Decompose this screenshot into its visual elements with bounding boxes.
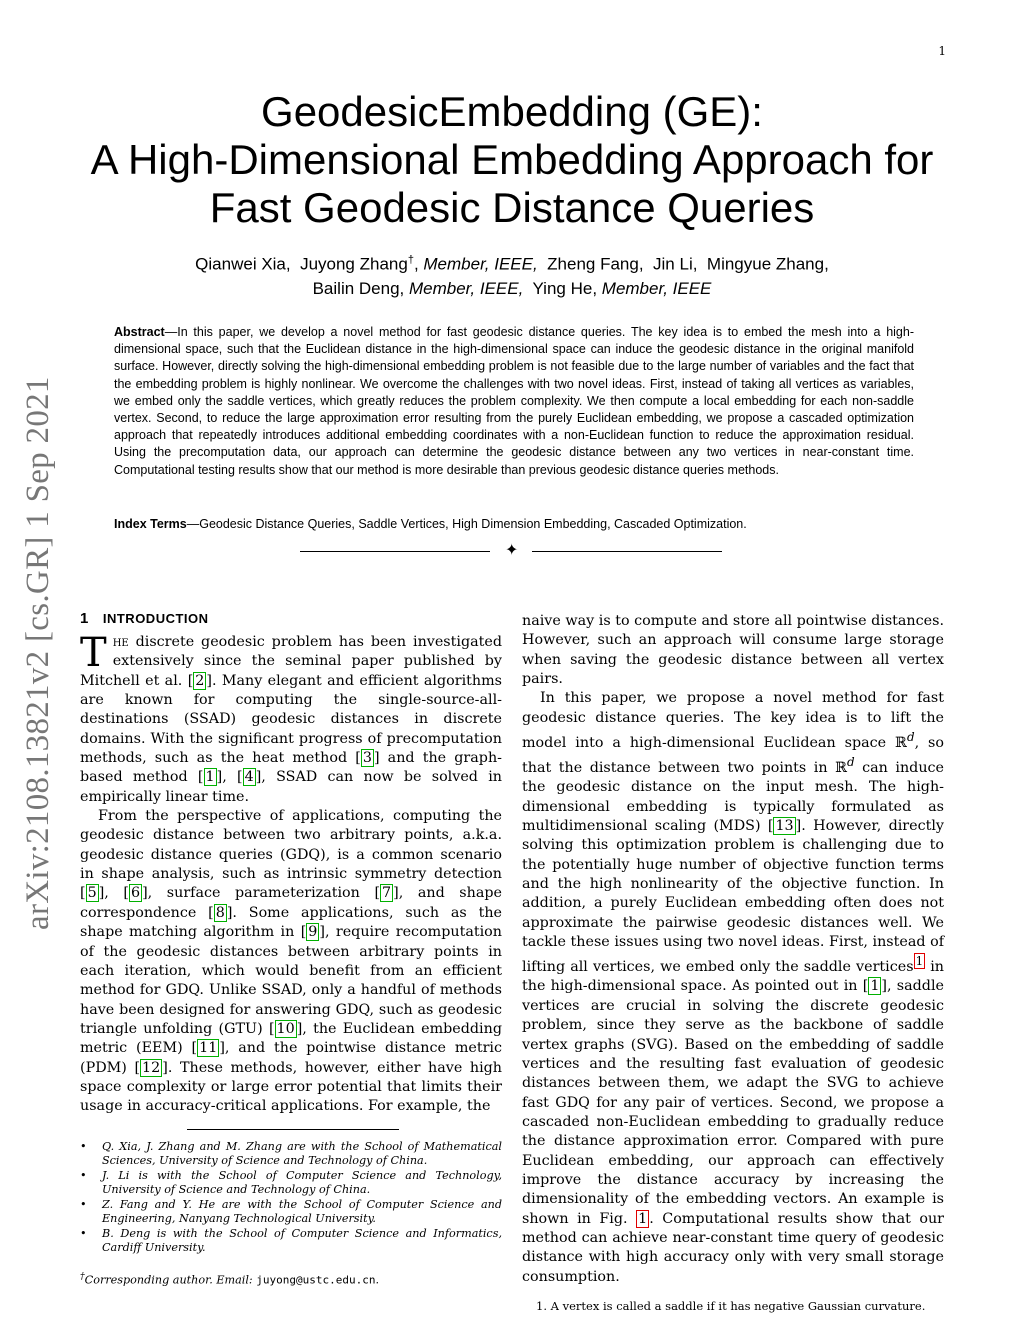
author-name: Jin Li, bbox=[653, 254, 698, 274]
section-separator bbox=[300, 541, 724, 561]
math-exponent: d bbox=[846, 755, 855, 770]
math-symbol: ℝ bbox=[835, 759, 847, 776]
intro-paragraph-1: The discrete geodesic problem has been investigated extensively since the seminal paper published by Mitchell et al. [ 2 ]. Many elegant and efficient algorithms are known for computing the single-source-all-destinations (SSAD) geodesic distances in discrete domains. With the significant progress of precomputation methods, such as the heat method [ 3 ] and the graph-based method [ 1 ], [ 4 ], SSAD can now be solved in empirically linear time. bbox=[80, 630, 503, 805]
author-name: Zheng Fang, bbox=[547, 254, 644, 274]
text-run: . However, directly solving this optimization problem is challenging due to the potentially huge number of objective function terms and the high nonlinearity of the objective function. In addition, a purely Euclidean embedding often does not approximate the pairwise geodesic distances well. We tackle these issues using two novel ideas. First, instead of lifting all vertices, we embed only the saddle vertices bbox=[522, 817, 944, 976]
author-role: Member, IEEE, bbox=[423, 254, 538, 274]
figure-link[interactable]: 1 bbox=[638, 1210, 648, 1227]
corresponding-mark: † bbox=[407, 254, 414, 266]
affiliation-text: J. Li is with the School of Computer Science and Technology, University of Science and Technology of China. bbox=[102, 1168, 502, 1196]
title-line-2: A High-Dimensional Embedding Approach for bbox=[90, 136, 934, 183]
text-run: , saddle vertices are crucial in solving the discrete geodesic problem, since they serve as the backbone of saddle vertex graphs (SVG). Based on the embedding of saddle vertices and the resulting fast evaluation of geodesic distances between them, we adapt the SVG to achieve fast GDQ for any pair of vertices. Second, we propose a cascaded non-Euclidean embedding to gradually reduce the distance approximation error. Compared with pure Euclidean embedding, our approach can effectively improve the distance accuracy by increasing the dimensionality of the embedding vectors. An example is shown in Fig. bbox=[522, 978, 944, 1227]
title-line-3: Fast Geodesic Distance Queries bbox=[209, 184, 815, 231]
abstract bbox=[114, 324, 914, 479]
left-column bbox=[80, 610, 502, 1286]
author-name: Qianwei Xia, bbox=[195, 254, 291, 274]
intro-paragraph-3 bbox=[522, 612, 944, 689]
page-number: 1 bbox=[938, 44, 946, 58]
author-name: Bailin Deng, bbox=[312, 278, 405, 298]
corresponding-label: Corresponding author. Email: bbox=[84, 1273, 257, 1287]
author-name: Ying He, bbox=[532, 278, 598, 298]
citation-link[interactable]: 10 bbox=[276, 1020, 295, 1037]
math-exponent: d bbox=[906, 730, 915, 745]
affiliation-item: • Z. Fang and Y. He are with the School of Computer Science and Engineering, Nanyang Technological University. bbox=[80, 1197, 502, 1225]
author-name: Mingyue Zhang, bbox=[706, 254, 829, 274]
paper-title bbox=[80, 88, 944, 232]
footnote: 1. A vertex is called a saddle if it has negative Gaussian curvature. bbox=[536, 1298, 926, 1313]
affiliation-text: Q. Xia, J. Zhang and M. Zhang are with the School of Mathematical Sciences, University of Science and Technology of China. bbox=[102, 1139, 502, 1167]
right-column bbox=[522, 612, 944, 1313]
text-run: naive way is to compute and store all pointwise distances. However, such an approach will consume large storage when saving the geodesic distance between all vertex pairs. bbox=[522, 613, 944, 688]
punctuation: . bbox=[375, 1273, 380, 1287]
citation-link[interactable]: 2 bbox=[195, 672, 205, 689]
separator-line-left bbox=[300, 551, 490, 552]
text-run: and the graph-based method bbox=[80, 750, 502, 786]
citation-link[interactable]: 8 bbox=[215, 904, 225, 921]
intro-paragraph-2: From the perspective of applications, computing the geodesic distance between two arbitrary points, a.k.a. geodesic distance queries (GDQ), is a common scenario in shape analysis, such as intrinsic symmetry detection [ 5 ], [ 6 ], surface parameterization [ 7 ], and shape correspondence [ 8 ]. Some applications, such as the shape matching algorithm in [ 9 ], require recomputation of the geodesic distances between arbitrary points in each iteration, which would benefit from an efficient method for GDQ. Unlike SSAD, only a handful of methods have been designed for answering GDQ, such as geodesic triangle unfolding (GTU) [ 10 ], the Euclidean embedding metric (EEM) [ 11 ], and the pointwise distance metric (PDM) [ 12 ]. These methods, however, either have high space complexity or large error potential that limits their usage in accuracy-critical applications. For example, the bbox=[80, 808, 503, 1115]
citation-link[interactable]: 3 bbox=[362, 750, 372, 767]
text-run: can induce the geodesic distance on the input mesh. The high-dimensional embedding is typically formulated as multidimensional scaling (MDS) bbox=[522, 759, 945, 834]
intro-paragraph-4: In this paper, we propose a novel method for fast geodesic distance queries. The key idea is to lift the model into a high-dimensional Euclidean space ℝ$^d$, so that the distance between two points in ℝ$^d$ can induce the geodesic distance on the input mesh. The high-dimensional embedding is typically formulated as multidimensional scaling (MDS) [ 13 ]. However, directly solving this optimization problem is challenging due to the potentially huge number of objective function terms and the high nonlinearity of the objective function. In addition, a purely Euclidean embedding often does not approximate the pairwise geodesic distances well. We tackle these issues using two novel ideas. First, instead of lifting all vertices, we embed only the saddle vertices $^1$ in the high-dimensional space. As pointed out in [ 1 ], saddle vertices are crucial in solving the discrete geodesic problem, since they serve as the backbone of saddle vertex graphs (SVG). Based on the embedding of saddle vertices and the resulting fast evaluation of geodesic distances between them, we adapt the SVG to achieve fast GDQ for any pair of vertices. Second, we propose a cascaded non-Euclidean embedding to gradually reduce the distance approximation error. Compared with pure Euclidean embedding, our approach can effectively improve the distance accuracy by increasing the dimensionality of the embedding vectors. An example is shown in Fig. 1 . Computational results show that our method can achieve near-constant time query of geodesic distance with high accuracy only with very small storage consumption. bbox=[522, 690, 945, 1285]
affiliation-text: Z. Fang and Y. He are with the School of Computer Science and Engineering, Nanyang Technological University. bbox=[102, 1197, 502, 1225]
text-run: . Many elegant and efficient algorithms are known for computing the single-source-all-destinations (SSAD) geodesic distances in discrete domains. With the significant progress of precomputation methods, such as the heat method bbox=[80, 672, 503, 767]
affiliation-list bbox=[80, 1140, 502, 1255]
text-run: . These methods, however, either have high space complexity or large error potential that limits their usage in accuracy-critical applications. For example, the bbox=[80, 1059, 503, 1115]
author-role: Member, IEEE bbox=[601, 278, 712, 298]
index-terms bbox=[114, 516, 914, 533]
footnote-rule bbox=[187, 1129, 399, 1130]
index-terms-label: Index Terms bbox=[114, 517, 187, 531]
section-number: 1 bbox=[80, 610, 89, 627]
math-symbol: ℝ bbox=[895, 734, 907, 751]
text-run: , require recomputation of the geodesic distances between arbitrary points in each iteration, which would benefit from an efficient method for GDQ. Unlike SSAD, only a handful of methods have been designed for answering GDQ, such as geodesic triangle unfolding (GTU) bbox=[80, 924, 502, 1037]
text-run: discrete geodesic problem has been investigated extensively since the seminal paper published by Mitchell et al. bbox=[80, 634, 502, 689]
citation-link[interactable]: 4 bbox=[244, 769, 254, 786]
section-heading bbox=[80, 610, 502, 627]
text-run: , SSAD can now be solved in empirically linear time. bbox=[80, 769, 503, 805]
author-line-1: Qianwei Xia, Juyong Zhang†, Member, IEEE, Zheng Fang, Jin Li, Mingyue Zhang, bbox=[195, 254, 829, 274]
abstract-label: Abstract bbox=[114, 325, 165, 339]
text-run: . Computational results show that our method can achieve near-constant time query of geodesic distance with high accuracy only with very small storage consumption. bbox=[522, 1210, 944, 1285]
citation-link[interactable]: 5 bbox=[87, 885, 97, 902]
separator-diamond-icon: ✦ bbox=[505, 542, 519, 559]
footnote-link[interactable]: 1 bbox=[915, 954, 924, 969]
drop-cap: T bbox=[80, 630, 107, 676]
citation-link[interactable]: 11 bbox=[199, 1040, 218, 1057]
separator-line-right bbox=[532, 551, 722, 552]
citation-link[interactable]: 9 bbox=[308, 924, 318, 941]
citation-link[interactable]: 1 bbox=[205, 769, 215, 786]
text-run: . Some applications, such as the shape matching algorithm in bbox=[80, 904, 502, 941]
citation-link[interactable]: 13 bbox=[775, 817, 794, 834]
author-list bbox=[80, 248, 944, 301]
index-terms-text: —Geodesic Distance Queries, Saddle Vertices, High Dimension Embedding, Cascaded Optimization. bbox=[186, 517, 747, 531]
arxiv-identifier[interactable]: arXiv:2108.13821v2 [cs.GR] 1 Sep 2021 bbox=[20, 376, 56, 930]
affiliation-item: • J. Li is with the School of Computer Science and Technology, University of Science and Technology of China. bbox=[80, 1168, 502, 1196]
text-run: , surface parameterization bbox=[147, 885, 375, 902]
text-run: , bbox=[104, 885, 124, 902]
text-run: , and shape correspondence bbox=[80, 885, 502, 921]
text-run: , and the pointwise distance metric (PDM) bbox=[80, 1040, 502, 1076]
citation-link[interactable]: 12 bbox=[142, 1059, 161, 1076]
text-run: , bbox=[222, 769, 238, 786]
author-role: Member, IEEE, bbox=[409, 278, 524, 298]
affiliation-text: B. Deng is with the School of Computer Science and Informatics, Cardiff University. bbox=[102, 1226, 502, 1254]
text-run: From the perspective of applications, computing the geodesic distance between two arbitrary points, a.k.a. geodesic distance queries (GDQ), is a common scenario in shape analysis, such as intrinsic symmetry detection bbox=[80, 808, 502, 883]
title-line-1: GeodesicEmbedding (GE): bbox=[261, 88, 763, 135]
author-name: Juyong Zhang bbox=[300, 254, 408, 274]
citation-link[interactable]: 1 bbox=[870, 978, 880, 995]
smallcaps-text: he bbox=[112, 634, 129, 650]
author-line-2 bbox=[80, 277, 944, 301]
citation-link[interactable]: 6 bbox=[130, 885, 141, 902]
abstract-text: —In this paper, we develop a novel method for fast geodesic distance queries. The key idea is to embed the mesh into a high-dimensional space, such that the Euclidean distance in the high-dimensional space can induce the geodesic distance in the original manifold surface. However, directly solving the high-dimensional embedding problem is not feasible due to the large number of variables and the fact that the embedding problem is highly nonlinear. We overcome the challenges with two novel ideas. First, instead of taking all vertices as variables, we embed only the saddle vertices, which greatly reduces the problem complexity. We then compute a local embedding for each non-saddle vertex. Second, to reduce the large approximation error resulting from the purely Euclidean embedding, we propose a cascaded optimization approach that repeatedly introduces additional embedding coordinates with a non-Euclidean function to reduce the approximation residual. Using the precomputation data, our approach can determine the geodesic distance between any two vertices in near-constant time. Computational testing results show that our method is more desirable than previous geodesic distance queries methods. bbox=[114, 325, 914, 477]
corresponding-author bbox=[80, 1271, 502, 1287]
affiliation-item: • B. Deng is with the School of Computer Science and Informatics, Cardiff University. bbox=[80, 1226, 502, 1254]
citation-link[interactable]: 7 bbox=[382, 885, 392, 902]
text-run: , the Euclidean embedding metric (EEM) bbox=[80, 1020, 502, 1057]
email-address[interactable]: juyong@ustc.edu.cn bbox=[256, 1273, 376, 1287]
text-run: , so that the distance between two points in bbox=[522, 734, 944, 776]
section-title: INTRODUCTION bbox=[102, 611, 209, 626]
corresponding-mark: † bbox=[80, 1270, 85, 1282]
text-run: In this paper, we propose a novel method for fast geodesic distance queries. The key idea is to lift the model into a high-dimensional Euclidean space bbox=[522, 690, 944, 751]
text-run: in the high-dimensional space. As pointed out in bbox=[522, 959, 945, 995]
affiliation-item: • Q. Xia, J. Zhang and M. Zhang are with the School of Mathematical Sciences, University of Science and Technology of China. bbox=[80, 1139, 502, 1167]
